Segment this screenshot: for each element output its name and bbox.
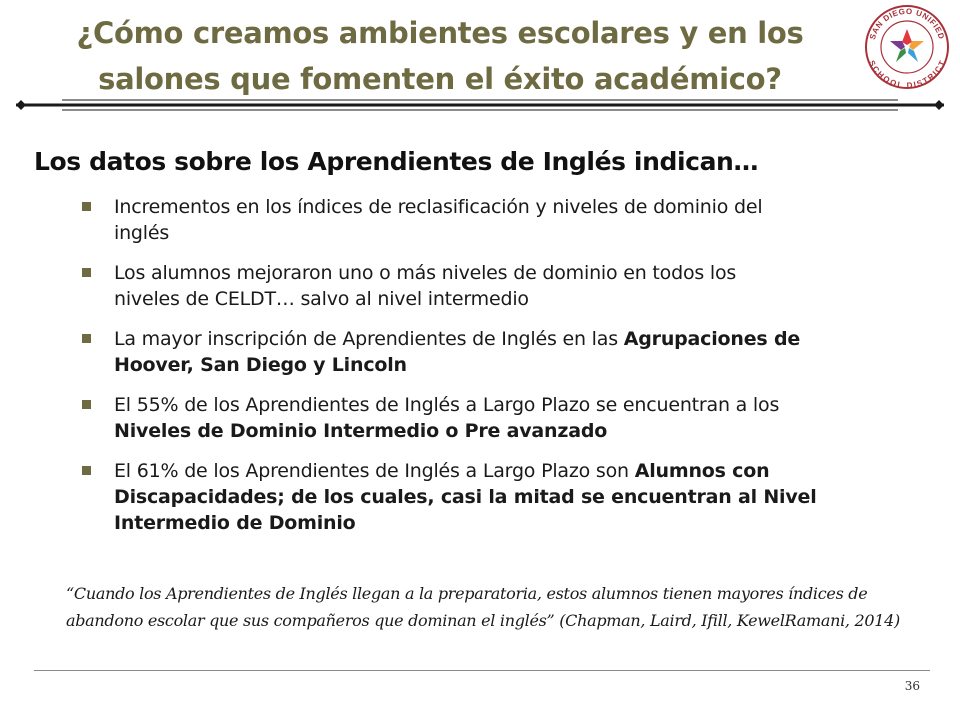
- slide-title: [40, 10, 840, 102]
- svg-text:SCHOOL DISTRICT: [867, 59, 947, 90]
- section-heading: Los datos sobre los Aprendientes de Inglés indican…: [34, 147, 759, 176]
- logo-top-text: SAN DIEGO UNIFIED: [867, 6, 947, 41]
- footer-divider: [34, 670, 930, 671]
- page-number: 36: [904, 679, 920, 693]
- list-item: Incrementos en los índices de reclasificación y niveles de dominio del inglés: [80, 194, 930, 246]
- title-line-1: ¿Cómo creamos ambientes escolares y en los: [76, 16, 804, 50]
- quote-line-2: abandono escolar que sus compañeros que dominan el inglés” (Chapman, Laird, Ifill, KewelRamani, 2014): [66, 611, 900, 630]
- list-item: Los alumnos mejoraron uno o más niveles de dominio en todos los niveles de CELDT… salvo al nivel intermedio: [80, 260, 930, 312]
- district-logo: [864, 4, 950, 90]
- title-divider: [10, 94, 950, 116]
- square-bullet-icon: [82, 334, 91, 343]
- bullet-list: [80, 194, 930, 550]
- square-bullet-icon: [82, 268, 91, 277]
- square-bullet-icon: [82, 400, 91, 409]
- list-item: La mayor inscripción de Aprendientes de Inglés en las Agrupaciones de Hoover, San Diego y Lincoln: [80, 326, 930, 378]
- square-bullet-icon: [82, 202, 91, 211]
- list-item: El 61% de los Aprendientes de Inglés a Largo Plazo son Alumnos con Discapacidades; de los cuales, casi la mitad se encuentran al Nivel Intermedio de Dominio: [80, 458, 930, 536]
- quote-line-1: “Cuando los Aprendientes de Inglés llegan a la preparatoria, estos alumnos tienen mayores índices de: [66, 584, 868, 603]
- title-line-2: salones que fomenten el éxito académico?: [98, 62, 782, 96]
- citation-quote: [66, 580, 936, 634]
- list-item: El 55% de los Aprendientes de Inglés a Largo Plazo se encuentran a los Niveles de Dominio Intermedio o Pre avanzado: [80, 392, 930, 444]
- square-bullet-icon: [82, 466, 91, 475]
- logo-bottom-text: SCHOOL DISTRICT: [866, 58, 948, 90]
- logo-star-icon: [890, 29, 924, 62]
